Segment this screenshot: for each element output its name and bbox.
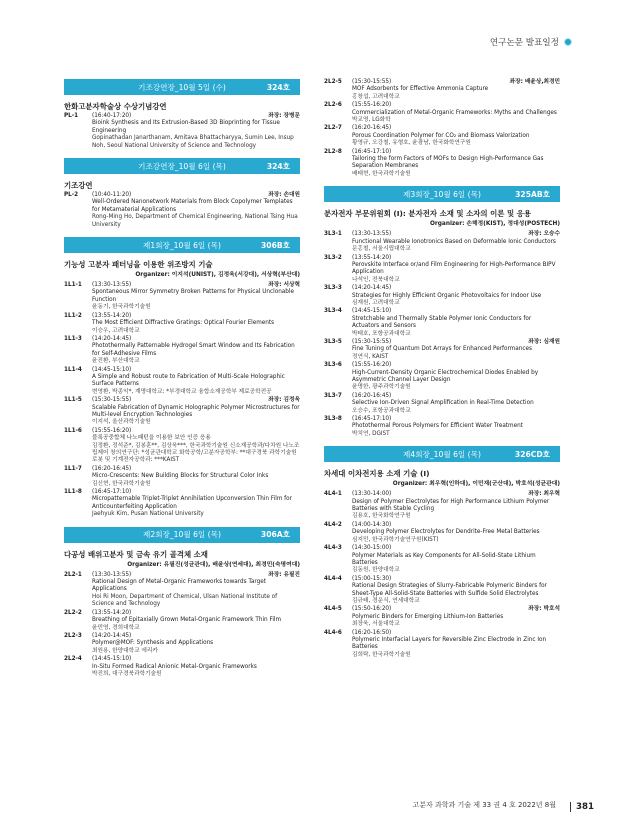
entry-authors: 배태현, 한국과학기술원 bbox=[352, 170, 411, 177]
program-entry bbox=[64, 282, 300, 312]
entry-code: 1L1-7 bbox=[64, 465, 82, 472]
entry-time-line bbox=[92, 633, 300, 640]
entry-authors: 이지석, 울산과학기술원 bbox=[92, 419, 151, 426]
entry-title: Polymer@MOF: Synthesis and Applications bbox=[92, 640, 214, 647]
session-room: 324호 bbox=[266, 161, 290, 171]
entry-authors: 김용호, 한국화학연구원 bbox=[352, 513, 411, 520]
program-entry bbox=[324, 606, 560, 628]
entry-time-line bbox=[352, 606, 560, 613]
entry-code: 2L2-8 bbox=[324, 148, 342, 155]
entry-authors: 윤진환, 부산대학교 bbox=[92, 358, 140, 365]
entry-code: 3L3-4 bbox=[324, 308, 342, 315]
entry-time-line bbox=[92, 336, 300, 343]
entry-time-line bbox=[92, 572, 300, 579]
entry-authors: 김규태, 경운식, 연세대학교 bbox=[352, 597, 420, 604]
entry-title: Photothermally Patternable Hydrogel Smart Window and Its Fabrication for Self-Adhesive Films bbox=[92, 343, 295, 357]
entry-body bbox=[92, 610, 300, 632]
entry-time: (16:20-16:45) bbox=[352, 392, 392, 399]
entry-code: 1L1-6 bbox=[64, 427, 82, 434]
entry-time: (14:45-15:10) bbox=[352, 308, 392, 315]
entry-time: (16:20-16:45) bbox=[352, 125, 392, 132]
entry-time: (16:20-16:50) bbox=[352, 629, 392, 636]
entry-code: 1L1-5 bbox=[64, 397, 82, 404]
entry-time: (16:45-17:10) bbox=[352, 148, 392, 155]
entry-time: (15:55-16:20) bbox=[352, 362, 392, 369]
program-entry bbox=[324, 362, 560, 392]
entry-title: Functional Wearable Ionotronics Based on Deformable Ionic Conductors bbox=[352, 238, 556, 245]
entry-code: 3L3-1 bbox=[324, 231, 342, 238]
header-bullet-icon bbox=[564, 38, 572, 46]
session-gap bbox=[64, 151, 300, 158]
entry-time-line bbox=[352, 576, 560, 583]
entry-code: 3L3-7 bbox=[324, 392, 342, 399]
program-entry bbox=[324, 285, 560, 307]
entry-title: Polymeric Binders for Emerging Lithium-Ion Batteries bbox=[352, 613, 504, 620]
entry-code: 3L3-6 bbox=[324, 362, 342, 369]
program-entry bbox=[324, 393, 560, 415]
entry-authors: 정연식, KAIST bbox=[352, 353, 389, 360]
entry-code: 1L1-4 bbox=[64, 366, 82, 373]
entry-time-line bbox=[92, 397, 300, 404]
session-chair: 좌장: 유필진 bbox=[268, 571, 300, 578]
entry-body bbox=[92, 313, 300, 335]
program-entry bbox=[324, 125, 560, 147]
entry-title: Developing Polymer Electrolytes for Dendrite-Free Metal Batteries bbox=[352, 529, 540, 536]
entry-code: 3L3-8 bbox=[324, 416, 342, 423]
entry-title: Breathing of Epitaxially Grown Metal-Organic Framework Thin Film bbox=[92, 617, 282, 624]
session-chair: 좌장: 서상혁 bbox=[268, 282, 300, 289]
session-bar bbox=[324, 186, 560, 202]
page-number: 381 bbox=[570, 802, 594, 812]
session-room: 324호 bbox=[266, 82, 290, 92]
entry-code: 2L2-4 bbox=[64, 656, 82, 663]
entry-authors: 변영환, 박종익*, 계명대학교: *부경대학교 융합소재공학부 제료공학전공 bbox=[92, 388, 272, 395]
session-gap bbox=[64, 679, 300, 686]
entry-body bbox=[352, 231, 560, 253]
entry-body bbox=[92, 336, 300, 366]
entry-body bbox=[92, 397, 300, 427]
entry-time: (13:55-14:20) bbox=[92, 609, 132, 616]
entry-time-line bbox=[352, 231, 560, 238]
entry-time-line bbox=[92, 113, 300, 120]
entry-time: (13:30-14:00) bbox=[352, 491, 392, 498]
entry-time: (16:45-17:10) bbox=[352, 416, 392, 423]
entry-title: Tailoring the form Factors of MOFs to Design High-Performance Gas Separation Membranes bbox=[352, 156, 544, 170]
entry-time-line bbox=[92, 489, 300, 496]
program-entry bbox=[64, 572, 300, 609]
program-entry bbox=[64, 336, 300, 366]
program-entry bbox=[64, 466, 300, 488]
program-entry bbox=[64, 367, 300, 397]
entry-code: 4L4-5 bbox=[324, 606, 342, 613]
entry-body bbox=[92, 428, 300, 465]
entry-title: Bioink Synthesis and Its Extrusion-Based 3D Bioprinting for Tissue Engineering bbox=[92, 120, 280, 134]
entry-code: 3L3-2 bbox=[324, 254, 342, 261]
entry-time: (13:55-14:20) bbox=[92, 312, 132, 319]
entry-title: Rational Design of Metal-Organic Frameworks towards Target Applications bbox=[92, 579, 266, 593]
entry-body bbox=[92, 489, 300, 519]
session-gap bbox=[324, 179, 560, 186]
entry-body bbox=[92, 633, 300, 655]
entry-body bbox=[92, 572, 300, 609]
program-entry bbox=[324, 231, 560, 253]
entry-authors: 이승우, 고려대학교 bbox=[92, 327, 140, 334]
entry-code: 2L2-2 bbox=[64, 609, 82, 616]
program-heading: 기조강연 bbox=[64, 181, 93, 191]
session-bar bbox=[64, 527, 300, 543]
entry-authors: Hoi Ri Moon, Department of Chemical, Ulsan National Institute of Science and Technology bbox=[92, 593, 278, 608]
entry-title: Stretchable and Thermally Stable Polymer Ionic Conductors for Actuators and Sensors bbox=[352, 315, 532, 330]
entry-code: 4L4-4 bbox=[324, 575, 342, 582]
entry-body bbox=[92, 367, 300, 397]
entry-title: 블록공중합체 나노패턴을 이용한 보안 인증 응용 bbox=[92, 435, 211, 442]
entry-code: 3L3-3 bbox=[324, 285, 342, 292]
program-entry bbox=[324, 522, 560, 544]
entry-time-line bbox=[352, 416, 560, 423]
entry-time: (13:55-14:20) bbox=[352, 254, 392, 261]
entry-time: (14:45-15:10) bbox=[92, 366, 132, 373]
entry-body bbox=[352, 491, 560, 521]
session-chair: 좌장: 손대원 bbox=[268, 192, 300, 199]
entry-title: Strategies for Highly Efficient Organic Photovoltaics for Indoor Use bbox=[352, 292, 542, 299]
entry-time: (15:30-15:55) bbox=[352, 79, 392, 85]
session-bar bbox=[64, 79, 300, 95]
program-entry bbox=[64, 113, 300, 150]
session-room: 326CD호 bbox=[514, 449, 550, 459]
program-entry bbox=[324, 339, 560, 361]
program-heading: 분자전자 부문위원회 (I): 분자전자 소재 및 소자의 이론 및 응용 bbox=[324, 209, 531, 219]
entry-authors: 윤동기, 한국과학기술원 bbox=[92, 304, 151, 311]
entry-code: 2L2-3 bbox=[64, 632, 82, 639]
session-title: 기조강연장_10월 5일 (수) bbox=[138, 82, 226, 92]
program-entry bbox=[64, 192, 300, 229]
entry-title: Photothermal Porous Polymers for Efficient Water Treatment bbox=[352, 423, 523, 430]
entry-authors: 심지민, 한국과학기술연구원(KIST) bbox=[352, 536, 439, 543]
entry-body bbox=[352, 125, 560, 147]
entry-time-line bbox=[352, 362, 560, 369]
entry-title: Fine Tuning of Quantum Dot Arrays for Enhanced Performances bbox=[352, 346, 532, 353]
entry-authors: 김희탁, 한국과학기술원 bbox=[352, 651, 411, 658]
left-column bbox=[64, 79, 300, 686]
entry-time-line bbox=[352, 125, 560, 132]
session-room: 306A호 bbox=[260, 530, 290, 540]
session-chair: 좌장: 김정욱 bbox=[268, 397, 300, 404]
header-title: 연구논문 발표일정 bbox=[489, 38, 559, 48]
entry-authors: 홍창섭, 고려대학교 bbox=[352, 93, 400, 100]
entry-time: (14:00-14:30) bbox=[352, 521, 392, 528]
session-bar bbox=[64, 158, 300, 174]
entry-code: PL-1 bbox=[64, 113, 79, 119]
entry-time-line bbox=[352, 285, 560, 292]
program-entry bbox=[324, 149, 560, 179]
session-gap bbox=[324, 660, 560, 667]
entry-title: Commercialization of Metal-Organic Frameworks: Myths and Challenges bbox=[352, 109, 557, 116]
program-entry bbox=[64, 656, 300, 678]
program-entry bbox=[324, 416, 560, 438]
program-entry bbox=[324, 308, 560, 338]
entry-title: Micropatternable Triplet-Triplet Annihilation Upconversion Thin Film for Anticounterfeiting Application bbox=[92, 496, 292, 510]
entry-body bbox=[352, 630, 560, 660]
entry-body bbox=[352, 308, 560, 338]
entry-time-line bbox=[92, 367, 300, 374]
entry-title: Polymer Materials as Key Components for All-Solid-State Lithium Batteries bbox=[352, 552, 536, 566]
entry-authors: Jaehyuk Kim, Pusan National University bbox=[92, 511, 204, 518]
entry-body bbox=[352, 545, 560, 575]
entry-title: High-Current-Density Organic Electrochemical Diodes Enabled by Asymmetric Channel Layer Design bbox=[352, 369, 539, 383]
entry-authors: 김정환, 정석준*, 김봉훈**, 김상욱***, 한국과학기술원 신소재공학과/다차원 나노조립제어 창의연구단: *성균관대학교 화학공학/고분자공학부: **대구경북 과학기술원 로봇 및 기계전자공학과: ***KAIST bbox=[92, 442, 300, 464]
entry-time-line bbox=[92, 282, 300, 289]
entry-time: (14:20-14:45) bbox=[92, 335, 132, 342]
entry-authors: 박진희, 대구경북과학기술원 bbox=[92, 670, 162, 677]
entry-time-line bbox=[92, 466, 300, 473]
entry-time: (10:40-11:20) bbox=[92, 192, 132, 199]
entry-time: (15:30-15:55) bbox=[352, 338, 392, 345]
entry-code: 4L4-1 bbox=[324, 491, 342, 498]
entry-authors: 박교영, LG화학 bbox=[352, 117, 391, 124]
entry-title: In-Situ Formed Radical Anionic Metal-Organic Frameworks bbox=[92, 663, 257, 670]
program-entry bbox=[324, 545, 560, 575]
entry-code: PL-2 bbox=[64, 192, 79, 199]
session-title: 제2회장_10월 6일 (목) bbox=[143, 530, 221, 540]
session-chair: 좌장: 박호석 bbox=[528, 606, 560, 613]
session-gap bbox=[64, 230, 300, 237]
entry-time: (13:30-13:55) bbox=[92, 571, 132, 578]
entry-code: 4L4-3 bbox=[324, 545, 342, 552]
program-entry bbox=[324, 255, 560, 285]
entry-body bbox=[352, 393, 560, 415]
entry-authors: 박태호, 포항공과대학교 bbox=[352, 330, 411, 337]
session-room: 325AB호 bbox=[515, 189, 550, 199]
program-entry bbox=[64, 610, 300, 632]
entry-time: (15:30-15:55) bbox=[92, 397, 132, 404]
entry-time: (16:45-17:10) bbox=[92, 489, 132, 496]
entry-time-line bbox=[352, 102, 560, 109]
entry-code: 3L3-5 bbox=[324, 338, 342, 345]
entry-authors: 나석인, 전북대학교 bbox=[352, 276, 400, 283]
entry-code: 4L4-6 bbox=[324, 629, 342, 636]
session-organizer: Organizer: 이지석(UNIST), 김정욱(서강대), 서상혁(부산대) bbox=[135, 272, 300, 279]
entry-authors: 문홍철, 서울시립대학교 bbox=[352, 246, 411, 253]
session-chair: 좌장: 심재원 bbox=[528, 338, 560, 345]
entry-time-line bbox=[352, 149, 560, 156]
session-title: 제4회장_10월 6일 (목) bbox=[403, 449, 481, 459]
entry-code: 2L2-6 bbox=[324, 102, 342, 109]
entry-authors: 김신현, 한국과학기술원 bbox=[92, 480, 151, 487]
session-title: 기조강연장_10월 6일 (목) bbox=[138, 161, 226, 171]
session-chair: 좌장: 장병문 bbox=[268, 113, 300, 119]
right-column bbox=[324, 79, 560, 667]
entry-time-line bbox=[352, 630, 560, 637]
entry-time-line bbox=[92, 192, 300, 199]
entry-body bbox=[352, 339, 560, 361]
entry-authors: 윤명한, 광주과학기술원 bbox=[352, 384, 411, 391]
entry-time-line bbox=[352, 522, 560, 529]
entry-code: 1L1-2 bbox=[64, 312, 82, 319]
entry-time: (16:20-16:45) bbox=[92, 465, 132, 472]
entry-time: (14:20-14:45) bbox=[92, 632, 132, 639]
entry-body bbox=[352, 149, 560, 179]
entry-time-line bbox=[352, 393, 560, 400]
entry-code: 2L2-1 bbox=[64, 571, 82, 578]
program-heading: 다공성 배위고분자 및 금속 유기 골격체 소재 bbox=[64, 549, 208, 559]
entry-body bbox=[352, 102, 560, 124]
entry-time-line bbox=[352, 79, 560, 86]
entry-code: 4L4-2 bbox=[324, 521, 342, 528]
entry-body bbox=[352, 606, 560, 628]
session-title: 제3회장_10월 6일 (목) bbox=[403, 189, 481, 199]
entry-title: A Simple and Robust route to Fabrication of Multi-Scale Holographic Surface Patterns bbox=[92, 373, 285, 388]
entry-authors: 윤민영, 경희대학교 bbox=[92, 624, 140, 631]
entry-body bbox=[352, 416, 560, 438]
entry-title: MOF Adsorbents for Effective Ammonia Capture bbox=[352, 86, 489, 93]
program-entry bbox=[324, 102, 560, 124]
entry-code: 1L1-8 bbox=[64, 489, 82, 496]
entry-time-line bbox=[352, 255, 560, 262]
entry-time: (14:45-15:10) bbox=[92, 656, 132, 663]
entry-time: (13:30-13:55) bbox=[352, 231, 392, 238]
program-entry bbox=[324, 79, 560, 101]
entry-code: 2L2-7 bbox=[324, 125, 342, 132]
entry-body bbox=[92, 656, 300, 678]
entry-time-line bbox=[92, 313, 300, 320]
program-entry bbox=[324, 630, 560, 660]
entry-time-line bbox=[92, 656, 300, 663]
entry-authors: 최장욱, 서울대학교 bbox=[352, 621, 400, 628]
entry-body bbox=[92, 192, 300, 229]
session-bar bbox=[324, 446, 560, 462]
entry-time: (15:00-15:30) bbox=[352, 575, 392, 582]
entry-title: Rational Design Strategies of Slurry-Fabricable Polymeric Binders for Sheet-Type All-Solid-State Batteries with Sulfide Solid Electrolytes bbox=[352, 583, 547, 597]
entry-time-line bbox=[352, 545, 560, 552]
entry-title: Design of Polymer Electrolytes for High Performance Lithium Polymer Batteries with Stable Cycling bbox=[352, 498, 550, 513]
session-chair: 좌장: 최우혁 bbox=[528, 491, 560, 498]
session-title: 제1회장_10월 6일 (목) bbox=[143, 240, 221, 250]
session-organizer: Organizer: 최우혁(인하대), 이민재(군산대), 박호석(성균관대) bbox=[392, 481, 560, 488]
session-organizer: Organizer: 유필진(성균관대), 배윤상(연세대), 최경민(숙명여대) bbox=[127, 561, 300, 568]
session-gap bbox=[64, 520, 300, 527]
entry-time-line bbox=[352, 339, 560, 346]
session-chair: 좌장: 오승수 bbox=[528, 231, 560, 238]
entry-time: (15:50-16:20) bbox=[352, 606, 392, 613]
entry-title: The Most Efficient Diffractive Gratings: Optical Fourier Elements bbox=[92, 320, 275, 327]
entry-body bbox=[352, 285, 560, 307]
program-entry bbox=[64, 397, 300, 427]
program-entry bbox=[64, 489, 300, 519]
entry-title: Scalable Fabrication of Dynamic Holographic Polymer Microstructures for Multi-level Encryption Technologies bbox=[92, 404, 300, 418]
page-header bbox=[490, 36, 572, 48]
entry-authors: 오승수, 포항공과대학교 bbox=[352, 407, 411, 414]
entry-title: Selective Ion-Driven Signal Amplification in Real-Time Detection bbox=[352, 400, 534, 407]
program-heading: 기능성 고분자 패터닝을 이용한 위조방지 기술 bbox=[64, 260, 213, 270]
entry-authors: 심재원, 고려대학교 bbox=[352, 299, 400, 306]
session-gap bbox=[324, 439, 560, 446]
entry-time-line bbox=[352, 308, 560, 315]
entry-authors: 김동원, 한양대학교 bbox=[352, 567, 400, 574]
entry-body bbox=[92, 113, 300, 150]
entry-body bbox=[92, 282, 300, 312]
entry-time-line bbox=[92, 610, 300, 617]
entry-code: 2L2-5 bbox=[324, 79, 342, 85]
entry-body bbox=[352, 79, 560, 101]
entry-body bbox=[352, 522, 560, 544]
entry-time: (14:30-15:00) bbox=[352, 545, 392, 552]
entry-title: Micro-Crescents: New Building Blocks for Structural Color Inks bbox=[92, 473, 269, 480]
entry-authors: Rong-Ming Ho, Department of Chemical Engineering, National Tsing Hua University bbox=[92, 214, 298, 228]
session-chair: 좌장: 배윤상,최경민 bbox=[509, 79, 560, 85]
entry-body bbox=[92, 466, 300, 488]
program-heading: 한화고분자학술상 수상기념강연 bbox=[64, 102, 167, 111]
entry-authors: 박치연, DGIST bbox=[352, 430, 390, 437]
entry-body bbox=[352, 362, 560, 392]
entry-authors: 황영규, 오강철, 유형호, 윤광남, 한국화학연구원 bbox=[352, 140, 471, 147]
session-bar bbox=[64, 237, 300, 253]
entry-time: (14:20-14:45) bbox=[352, 285, 392, 292]
program-entry bbox=[324, 491, 560, 521]
program-entry bbox=[324, 576, 560, 606]
entry-title: Polymeric Interfacial Layers for Reversible Zinc Electrode in Zinc Ion Batteries bbox=[352, 636, 547, 651]
entry-body bbox=[352, 576, 560, 606]
entry-time: (15:55-16:20) bbox=[352, 102, 392, 109]
entry-code: 1L1-1 bbox=[64, 282, 82, 289]
entry-code: 1L1-3 bbox=[64, 335, 82, 342]
footer-journal: 고분자 과학과 기술 제 33 권 4 호 2022년 8월 bbox=[412, 801, 556, 809]
session-room: 306B호 bbox=[261, 240, 290, 250]
entry-title: Well-Ordered Nanonetwork Materials from Block Copolymer Templates for Metamaterial Applications bbox=[92, 199, 293, 213]
entry-authors: Gopinathadan Janarthanam, Amitava Bhattacharyya, Sumin Lee, Insup Noh, Seoul National University of Science and Technology bbox=[92, 135, 294, 149]
entry-title: Porous Coordination Polymer for CO₂ and Biomass Valorization bbox=[352, 132, 530, 139]
entry-authors: 최원용, 한양대학교 에리카 bbox=[92, 647, 158, 654]
entry-time: (15:55-16:20) bbox=[92, 427, 132, 434]
entry-title: Perovskite Interface or/and Film Engineering for High-Performance BIPV Application bbox=[352, 261, 556, 276]
program-heading: 차세대 이차전지용 소재 기술 (I) bbox=[324, 469, 430, 479]
entry-title: Spontaneous Mirror Symmetry Broken Patterns for Physical Unclonable Function bbox=[92, 289, 294, 303]
entry-body bbox=[352, 255, 560, 285]
entry-time-line bbox=[352, 491, 560, 498]
entry-time: (13:30-13:55) bbox=[92, 282, 132, 289]
session-organizer: Organizer: 손해정(KIST), 정대성(POSTECH) bbox=[429, 221, 560, 228]
program-entry bbox=[64, 313, 300, 335]
program-entry bbox=[64, 428, 300, 465]
entry-time: (16:40-17:20) bbox=[92, 113, 132, 119]
program-entry bbox=[64, 633, 300, 655]
